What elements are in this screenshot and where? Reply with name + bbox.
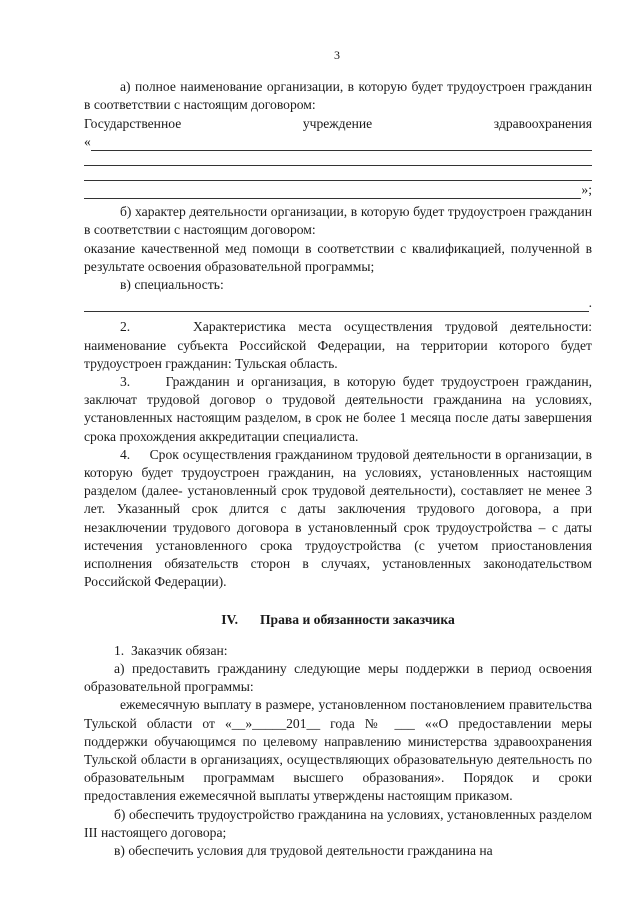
blank-line-2: [84, 151, 592, 166]
blank-fill: [84, 184, 581, 199]
blank-fill: [84, 297, 589, 312]
section-4-item-b: б) обеспечить трудоустройство гражданина на условиях, установленных разделом III настоящего договора;: [84, 806, 592, 840]
open-quote: «: [84, 133, 91, 149]
section-4-heading: [84, 611, 592, 629]
activity-text: оказание качественной мед помощи в соответствии с квалификацией, полученной в результате освоения образовательной программы;: [84, 240, 592, 274]
specialty-blank-line: [84, 294, 592, 312]
blank-line-4: [84, 181, 592, 199]
paragraph-v: в) специальность:: [120, 277, 224, 293]
blank-line-1: [84, 133, 592, 151]
org-name-word-1: Государственное: [84, 115, 182, 131]
item-4: 4. Срок осуществления гражданином трудовой деятельности в организации, в которую будет трудоустроен гражданин, на условиях, установленных настоящим разделом (далее- установленный срок трудовой деятельности), составляет не менее 3 лет. Указанный срок длится с даты заключения трудового договора, а при незаключении трудового договора в установленный срок трудоустройства – с даты истечения установленного срока трудоустройства (с учетом приостановления исполнения обязательств сторон в случаях, установленных законодательством Российской Федерации).: [84, 446, 592, 590]
section-4-item-a: а) предоставить гражданину следующие меры поддержки в период освоения образовательной программы:: [84, 660, 592, 695]
org-name-line: [84, 115, 592, 133]
paragraph-a: а) полное наименование организации, в которую будет трудоустроен гражданин в соответствии с настоящим договором:: [84, 79, 592, 113]
section-4-title: Права и обязанности заказчика: [259, 612, 455, 628]
section-4-item-v: в) обеспечить условия для трудовой деятельности гражданина на: [114, 842, 493, 858]
page-number: 3: [334, 48, 340, 62]
item-3: 3. Гражданин и организация, в которую будет трудоустроен гражданин, заключат трудовой договор о трудовой деятельности гражданина на условиях, установленных настоящим разделом, в срок не более 1 месяца после даты завершения срока прохождения аккредитации специалиста.: [84, 374, 592, 444]
section-4-number: IV.: [221, 612, 238, 628]
item-2: 2. Характеристика места осуществления трудовой деятельности: наименование субъекта Российской Федерации, на территории которого будет трудоустроен гражданин: Тульская область.: [84, 319, 592, 371]
section-4-item-1: 1. Заказчик обязан:: [114, 642, 228, 658]
org-name-word-2: учреждение: [302, 115, 373, 131]
paragraph-b: б) характер деятельности организации, в которую будет трудоустроен гражданин в соответствии с настоящим договором:: [84, 204, 592, 238]
blank-fill: [84, 151, 592, 166]
blank-line-3: [84, 166, 592, 181]
section-4-item-a-detail: ежемесячную выплату в размере, установленном постановлением правительства Тульской области от «__»_____201__ года № ___ ««О предоставлении меры поддержки обучающимся по целевому направлению министерства здравоохранения Тульской области в организациях, осуществляющих образовательную деятельность по образовательным программам высшего образования». Порядок и сроки предоставления ежемесячной выплаты утверждены настоящим приказом.: [84, 697, 592, 804]
close-quote: »;: [581, 182, 592, 198]
blank-fill: [84, 166, 592, 181]
org-name-word-3: здравоохранения: [493, 115, 592, 131]
period-mark: .: [588, 295, 592, 311]
blank-fill: [91, 136, 592, 151]
